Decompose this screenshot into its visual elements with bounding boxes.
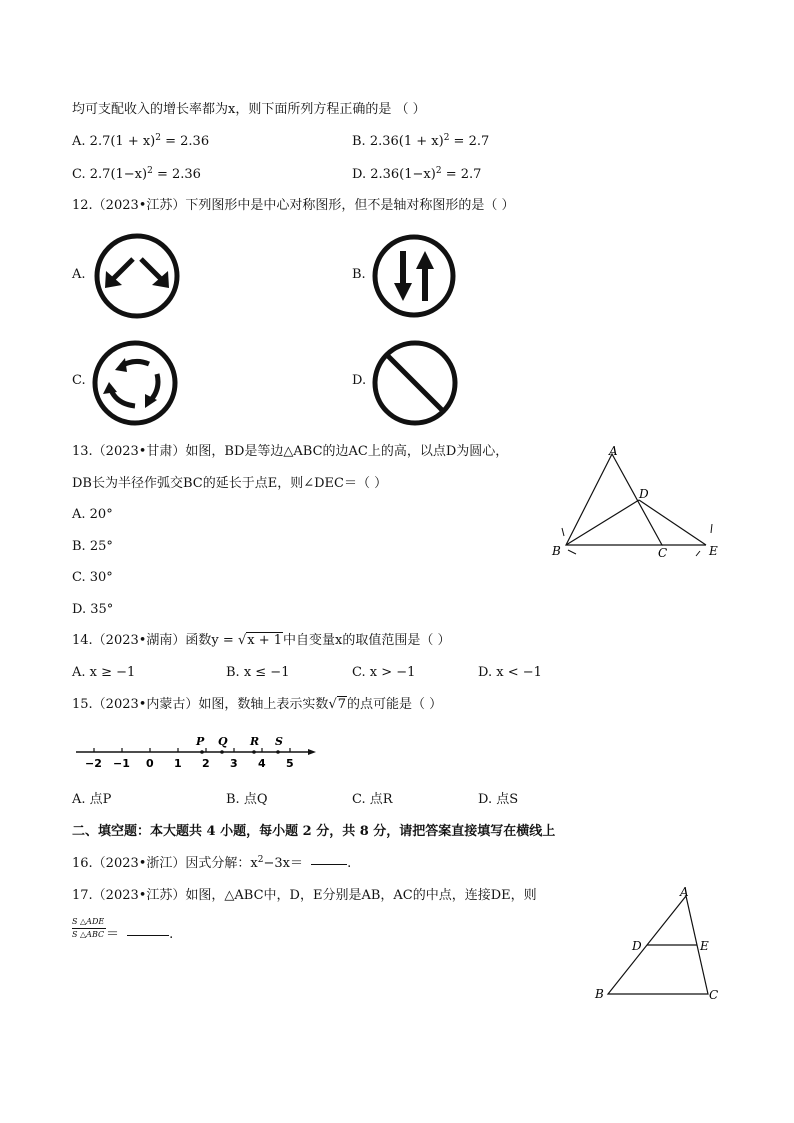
q11-option-c-pre: 2.7(1−x) [89,167,148,182]
q11-option-c-post: = 2.36 [152,167,201,182]
q16-exp: 2 [257,855,264,865]
q14-option-b[interactable]: B. x ≤ −1 [226,665,290,680]
q15-stem [72,696,442,714]
q13-label-d: D [639,487,649,501]
q13-option-d[interactable]: D. 35° [72,602,114,617]
q11-option-d-exp: 2 [435,166,442,176]
q17-answer-line [106,926,173,944]
axis-point-dot [276,750,280,754]
q16-answer-blank[interactable] [311,863,347,865]
q11-option-c[interactable] [72,166,201,184]
q11-option-b-exp: 2 [443,133,450,143]
q13-label-b: B [552,544,561,558]
q16-stem-pre: 16.（2023•浙江）因式分解：x [72,856,258,871]
q15-radicand: 7 [337,697,347,712]
axis-tick-5: 5 [286,757,294,770]
q17-label-a: A [680,885,689,899]
q11-option-a-exp: 2 [155,133,161,143]
q13-option-a[interactable]: A. 20° [72,507,113,522]
q11-option-b-label: B. [352,134,366,149]
q11-option-d-label: D. [352,167,367,182]
q14-stem-post: 中自变量x的取值范围是（ ） [283,633,451,648]
diverging-arrows-sign-icon [93,233,181,319]
q14-radicand: x + 1 [247,633,282,648]
q13-stem-line1: 13.（2023•甘肃）如图，BD是等边△ABC的边AC上的高，以点D为圆心， [72,444,509,459]
q11-option-b[interactable] [352,133,489,151]
axis-point-dot [200,750,204,754]
axis-tick-4: 4 [258,757,266,770]
q14-option-c[interactable]: C. x > −1 [352,665,416,680]
q17-equals: ＝ [106,927,120,942]
prohibition-sign-icon [371,340,459,426]
q11-option-d-post: = 2.7 [441,167,482,182]
q12-option-a-label[interactable]: A. [72,267,86,282]
q17-label-b: B [595,987,604,1001]
section-2-heading: 二、填空题：本大题共 4 小题，每小题 2 分，共 8 分，请把答案直接填写在横线上 [72,824,556,839]
axis-tick-3: 3 [230,757,238,770]
q13-label-c: C [658,546,668,560]
two-way-arrows-sign-icon [371,233,457,319]
q17-fraction-numerator: S △ADE [72,917,105,926]
q11-option-c-label: C. [72,167,86,182]
q11-option-a-pre: 2.7(1 + x) [89,134,156,149]
q14-option-a[interactable]: A. x ≥ −1 [72,665,136,680]
point-q-label: Q [218,735,228,748]
q15-option-c[interactable]: C. 点R [352,792,393,807]
q15-option-b[interactable]: B. 点Q [226,792,268,807]
q11-option-d[interactable] [352,166,481,184]
q16-period: . [347,856,352,871]
q11-option-c-exp: 2 [147,166,153,176]
q17-fraction-bar [72,928,106,929]
q17-label-d: D [632,939,642,953]
q11-option-a[interactable] [72,133,209,151]
q16-stem [72,855,351,873]
q15-stem-pre: 15.（2023•内蒙古）如图，数轴上表示实数 [72,697,329,712]
q11-stem-tail: 均可支配收入的增长率都为x，则下面所列方程正确的是 （ ） [72,102,426,117]
roundabout-sign-icon [91,340,179,426]
axis-point-dot [220,750,224,754]
q17-answer-blank[interactable] [127,934,169,936]
q13-triangle-figure [548,440,728,562]
axis-tick-2: 2 [202,757,210,770]
q13-option-b[interactable]: B. 25° [72,539,113,554]
q17-label-c: C [709,988,719,1002]
q15-stem-post: 的点可能是（ ） [347,697,443,712]
q15-sqrt-sign: √ [328,697,337,712]
q12-option-c-label[interactable]: C. [72,373,86,388]
q13-option-c[interactable]: C. 30° [72,570,113,585]
q14-option-d[interactable]: D. x < −1 [478,665,542,680]
q15-option-a[interactable]: A. 点P [72,792,112,807]
q15-option-d[interactable]: D. 点S [478,792,519,807]
q17-fraction-denominator: S △ABC [72,930,105,939]
q17-label-e: E [700,939,709,953]
q17-period: . [169,927,174,942]
q12-option-d-label[interactable]: D. [352,373,367,388]
axis-point-dot [252,750,256,754]
q17-area-ratio-fraction [72,917,106,940]
q13-label-a: A [609,444,618,458]
point-r-label: R [250,735,260,748]
q16-stem-post: −3x＝ [263,856,303,871]
q17-stem: 17.（2023•江苏）如图，△ABC中，D，E分别是AB，AC的中点，连接DE，则 [72,888,537,903]
axis-tick-neg2: −2 [85,757,102,770]
q11-option-b-post: = 2.7 [449,134,490,149]
q12-option-b-label[interactable]: B. [352,267,366,282]
q11-option-a-post: = 2.36 [160,134,210,149]
q13-label-e: E [709,544,718,558]
q13-stem-line2: DB长为半径作弧交BC的延长于点E，则∠DEC＝（ ） [72,476,388,491]
q12-stem: 12.（2023•江苏）下列图形中是中心对称图形，但不是轴对称图形的是（ ） [72,198,515,213]
point-p-label: P [196,735,205,748]
axis-tick-1: 1 [174,757,182,770]
q14-stem-pre: 14.（2023•湖南）函数y = [72,633,238,648]
axis-tick-neg1: −1 [113,757,130,770]
q14-stem [72,632,450,650]
q17-triangle-figure [590,882,730,1004]
q11-option-a-label: A. [72,134,86,149]
point-s-label: S [275,735,283,748]
axis-tick-0: 0 [146,757,154,770]
q14-sqrt-sign: √ [237,633,247,648]
q11-option-b-pre: 2.36(1 + x) [369,134,444,149]
q15-number-line [72,730,324,774]
q11-option-d-pre: 2.36(1−x) [370,167,436,182]
